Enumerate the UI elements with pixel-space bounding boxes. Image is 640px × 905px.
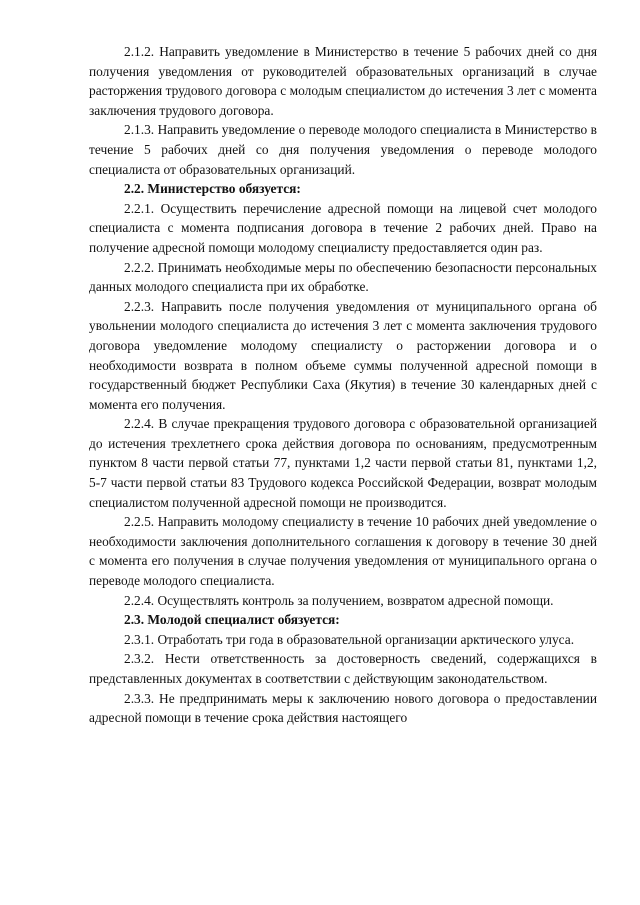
paragraph-2-2-4-b: 2.2.4. Осуществлять контроль за получением, возвратом адресной помощи. xyxy=(124,592,554,608)
paragraph-2-2-3: 2.2.3. Направить после получения уведомления от муниципального органа об увольнении молодого специалиста до истечения 3 лет с момента заключения трудового договора уведомление молодому специалисту о расторжении договора и о необходимости возврата в полном объеме суммы полученной адресной помощи в государственный бюджет Республики Саха (Якутия) в течение 30 календарных дней с момента его получения. xyxy=(89,298,597,412)
paragraph-2-2-5: 2.2.5. Направить молодому специалисту в течение 10 рабочих дней уведомление о необходимости заключения дополнительного соглашения к договору в течение 30 дней с момента его получения в случае получения уведомления от муниципального органа о переводе молодого специалиста. xyxy=(89,514,597,589)
section-heading-2-3: 2.3. Молодой специалист обязуется: xyxy=(124,612,340,628)
paragraph-2-2-1: 2.2.1. Осуществить перечисление адресной помощи на лицевой счет молодого специалиста с момента подписания договора в течение 2 рабочих дней. Право на получение адресной помощи молодому специалисту предоставляется один раз. xyxy=(89,200,597,255)
paragraph-2-2-4-a: 2.2.4. В случае прекращения трудового договора с образовательной организацией до истечения трехлетнего срока действия договора по основаниям, предусмотренным пунктом 8 части первой статьи 77, пунктами 1,2 части первой статьи 81, пунктами 1,2, 5-7 части первой статьи 83 Трудового кодекса Российской Федерации, возврат молодым специалистом полученной адресной помощи не производится. xyxy=(89,416,597,510)
paragraph-2-3-2: 2.3.2. Нести ответственность за достоверность сведений, содержащихся в представленных документах в соответствии с действующим законодательством. xyxy=(89,651,597,686)
section-heading-2-2: 2.2. Министерство обязуется: xyxy=(124,181,301,197)
document-page xyxy=(89,42,597,728)
paragraph-2-2-2: 2.2.2. Принимать необходимые меры по обеспечению безопасности персональных данных молодого специалиста при их обработке. xyxy=(89,259,597,295)
paragraph-2-1-2: 2.1.2. Направить уведомление в Министерство в течение 5 рабочих дней со дня получения уведомления от руководителей образовательных организаций в случае расторжения трудового договора с молодым специалистом до истечения 3 лет с момента заключения трудового договора. xyxy=(89,44,597,118)
paragraph-2-1-3: 2.1.3. Направить уведомление о переводе молодого специалиста в Министерство в течение 5 рабочих дней со дня получения уведомления о переводе молодого специалиста от образовательных организаций. xyxy=(89,122,597,177)
paragraph-2-3-1: 2.3.1. Отработать три года в образовательной организации арктического улуса. xyxy=(124,631,575,647)
paragraph-2-3-3: 2.3.3. Не предпринимать меры к заключению нового договора о предоставлении адресной помощи в течение срока действия настоящего xyxy=(89,690,597,726)
